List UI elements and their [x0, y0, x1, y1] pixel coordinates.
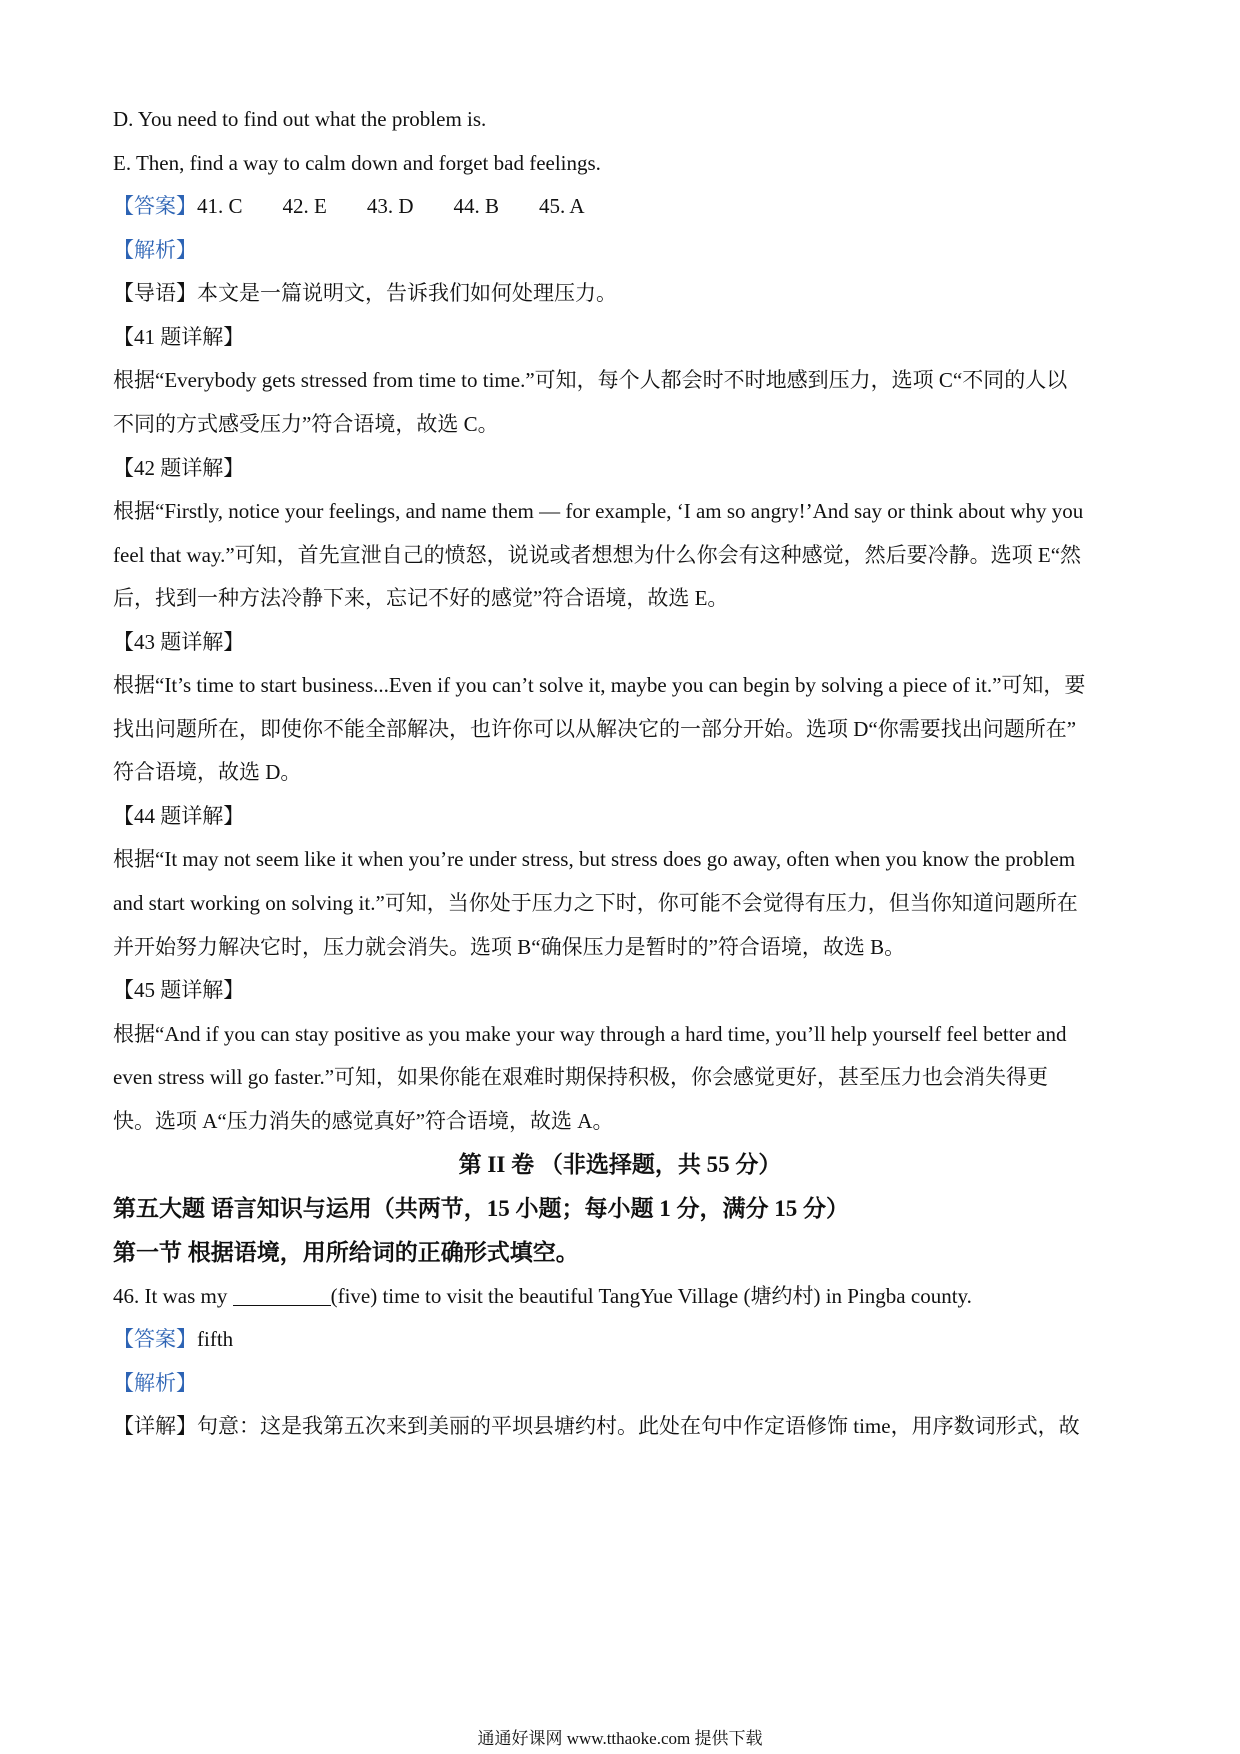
q42-line: feel that way.”可知，首先宣泄自己的愤怒，说说或者想想为什么你会有这种感觉，然后要冷静。选项 E“然: [113, 543, 1082, 567]
q44-line: and start working on solving it.”可知，当你处于压力之下时，你可能不会觉得有压力，但当你知道问题所在: [113, 891, 1078, 915]
q46-question: [113, 1281, 1140, 1311]
analysis-tag: 【解析】: [113, 238, 197, 262]
q43-line: 根据“It’s time to start business...Even if you can’t solve it, maybe you can begin by solving a piece of it.”可知，要: [113, 673, 1086, 697]
q46-answer-line: [113, 1324, 1140, 1354]
option-e: E. Then, find a way to calm down and forget bad feelings.: [113, 151, 601, 175]
q44-line: 并开始努力解决它时，压力就会消失。选项 B“确保压力是暂时的”符合语境，故选 B。: [113, 935, 906, 959]
q41-line: 不同的方式感受压力”符合语境，故选 C。: [113, 412, 499, 436]
q45-line: 快。选项 A“压力消失的感觉真好”符合语境，故选 A。: [113, 1109, 614, 1133]
q44-line: 根据“It may not seem like it when you’re under stress, but stress does go away, often when you know the problem: [113, 847, 1076, 871]
answer-item: 43. D: [366, 194, 414, 218]
answer-tag: 【答案】: [113, 194, 197, 218]
q46-detail-tag: 【详解】: [113, 1414, 197, 1438]
answer-item: 44. B: [453, 194, 500, 218]
section5-title: 第五大题 语言知识与运用（共两节，15 小题；每小题 1 分，满分 15 分）: [113, 1196, 849, 1221]
part2-title: 第 II 卷 （非选择题，共 55 分）: [458, 1152, 782, 1177]
q46-prefix: 46. It was my: [113, 1284, 233, 1308]
answer-item: 45. A: [539, 194, 585, 218]
q42-line: 根据“Firstly, notice your feelings, and name them — for example, ‘I am so angry!’And say or think about why you: [113, 499, 1084, 523]
q42-heading: 【42 题详解】: [113, 456, 245, 480]
q45-line: even stress will go faster.”可知，如果你能在艰难时期保持积极，你会感觉更好，甚至压力也会消失得更: [113, 1065, 1049, 1089]
q44-heading: 【44 题详解】: [113, 804, 245, 828]
subsection1-title: 第一节 根据语境，用所给词的正确形式填空。: [113, 1240, 579, 1265]
q41-heading: 【41 题详解】: [113, 325, 245, 349]
q46-blank: [233, 1285, 331, 1306]
answer-item: 42. E: [282, 194, 327, 218]
q46-suffix: (five) time to visit the beautiful TangYue Village (塘约村) in Pingba county.: [330, 1284, 972, 1308]
q43-line: 找出问题所在，即使你不能全部解决，也许你可以从解决它的一部分开始。选项 D“你需要找出问题所在”: [113, 717, 1077, 741]
q46-answer: fifth: [197, 1327, 234, 1351]
page-footer: 通通好课网 www.tthaoke.com 提供下载: [477, 1729, 763, 1748]
answer-line: [113, 191, 1140, 221]
q41-line: 根据“Everybody gets stressed from time to time.”可知，每个人都会时不时地感到压力，选项 C“不同的人以: [113, 368, 1068, 392]
option-d: D. You need to find out what the problem is.: [113, 107, 487, 131]
q46-detail-line: [113, 1411, 1140, 1441]
q45-line: 根据“And if you can stay positive as you make your way through a hard time, you’ll help yourself feel better and: [113, 1022, 1067, 1046]
q46-detail: 句意：这是我第五次来到美丽的平坝县塘约村。此处在句中作定语修饰 time，用序数词形式，故: [197, 1414, 1080, 1438]
answer-item: 41. C: [197, 194, 243, 218]
q43-line: 符合语境，故选 D。: [113, 760, 302, 784]
q45-heading: 【45 题详解】: [113, 978, 245, 1002]
q43-heading: 【43 题详解】: [113, 630, 245, 654]
guide-text: 【导语】本文是一篇说明文，告诉我们如何处理压力。: [113, 281, 617, 305]
q46-answer-tag: 【答案】: [113, 1327, 197, 1351]
q42-line: 后，找到一种方法冷静下来，忘记不好的感觉”符合语境，故选 E。: [113, 586, 729, 610]
q46-analysis-tag: 【解析】: [113, 1371, 197, 1395]
